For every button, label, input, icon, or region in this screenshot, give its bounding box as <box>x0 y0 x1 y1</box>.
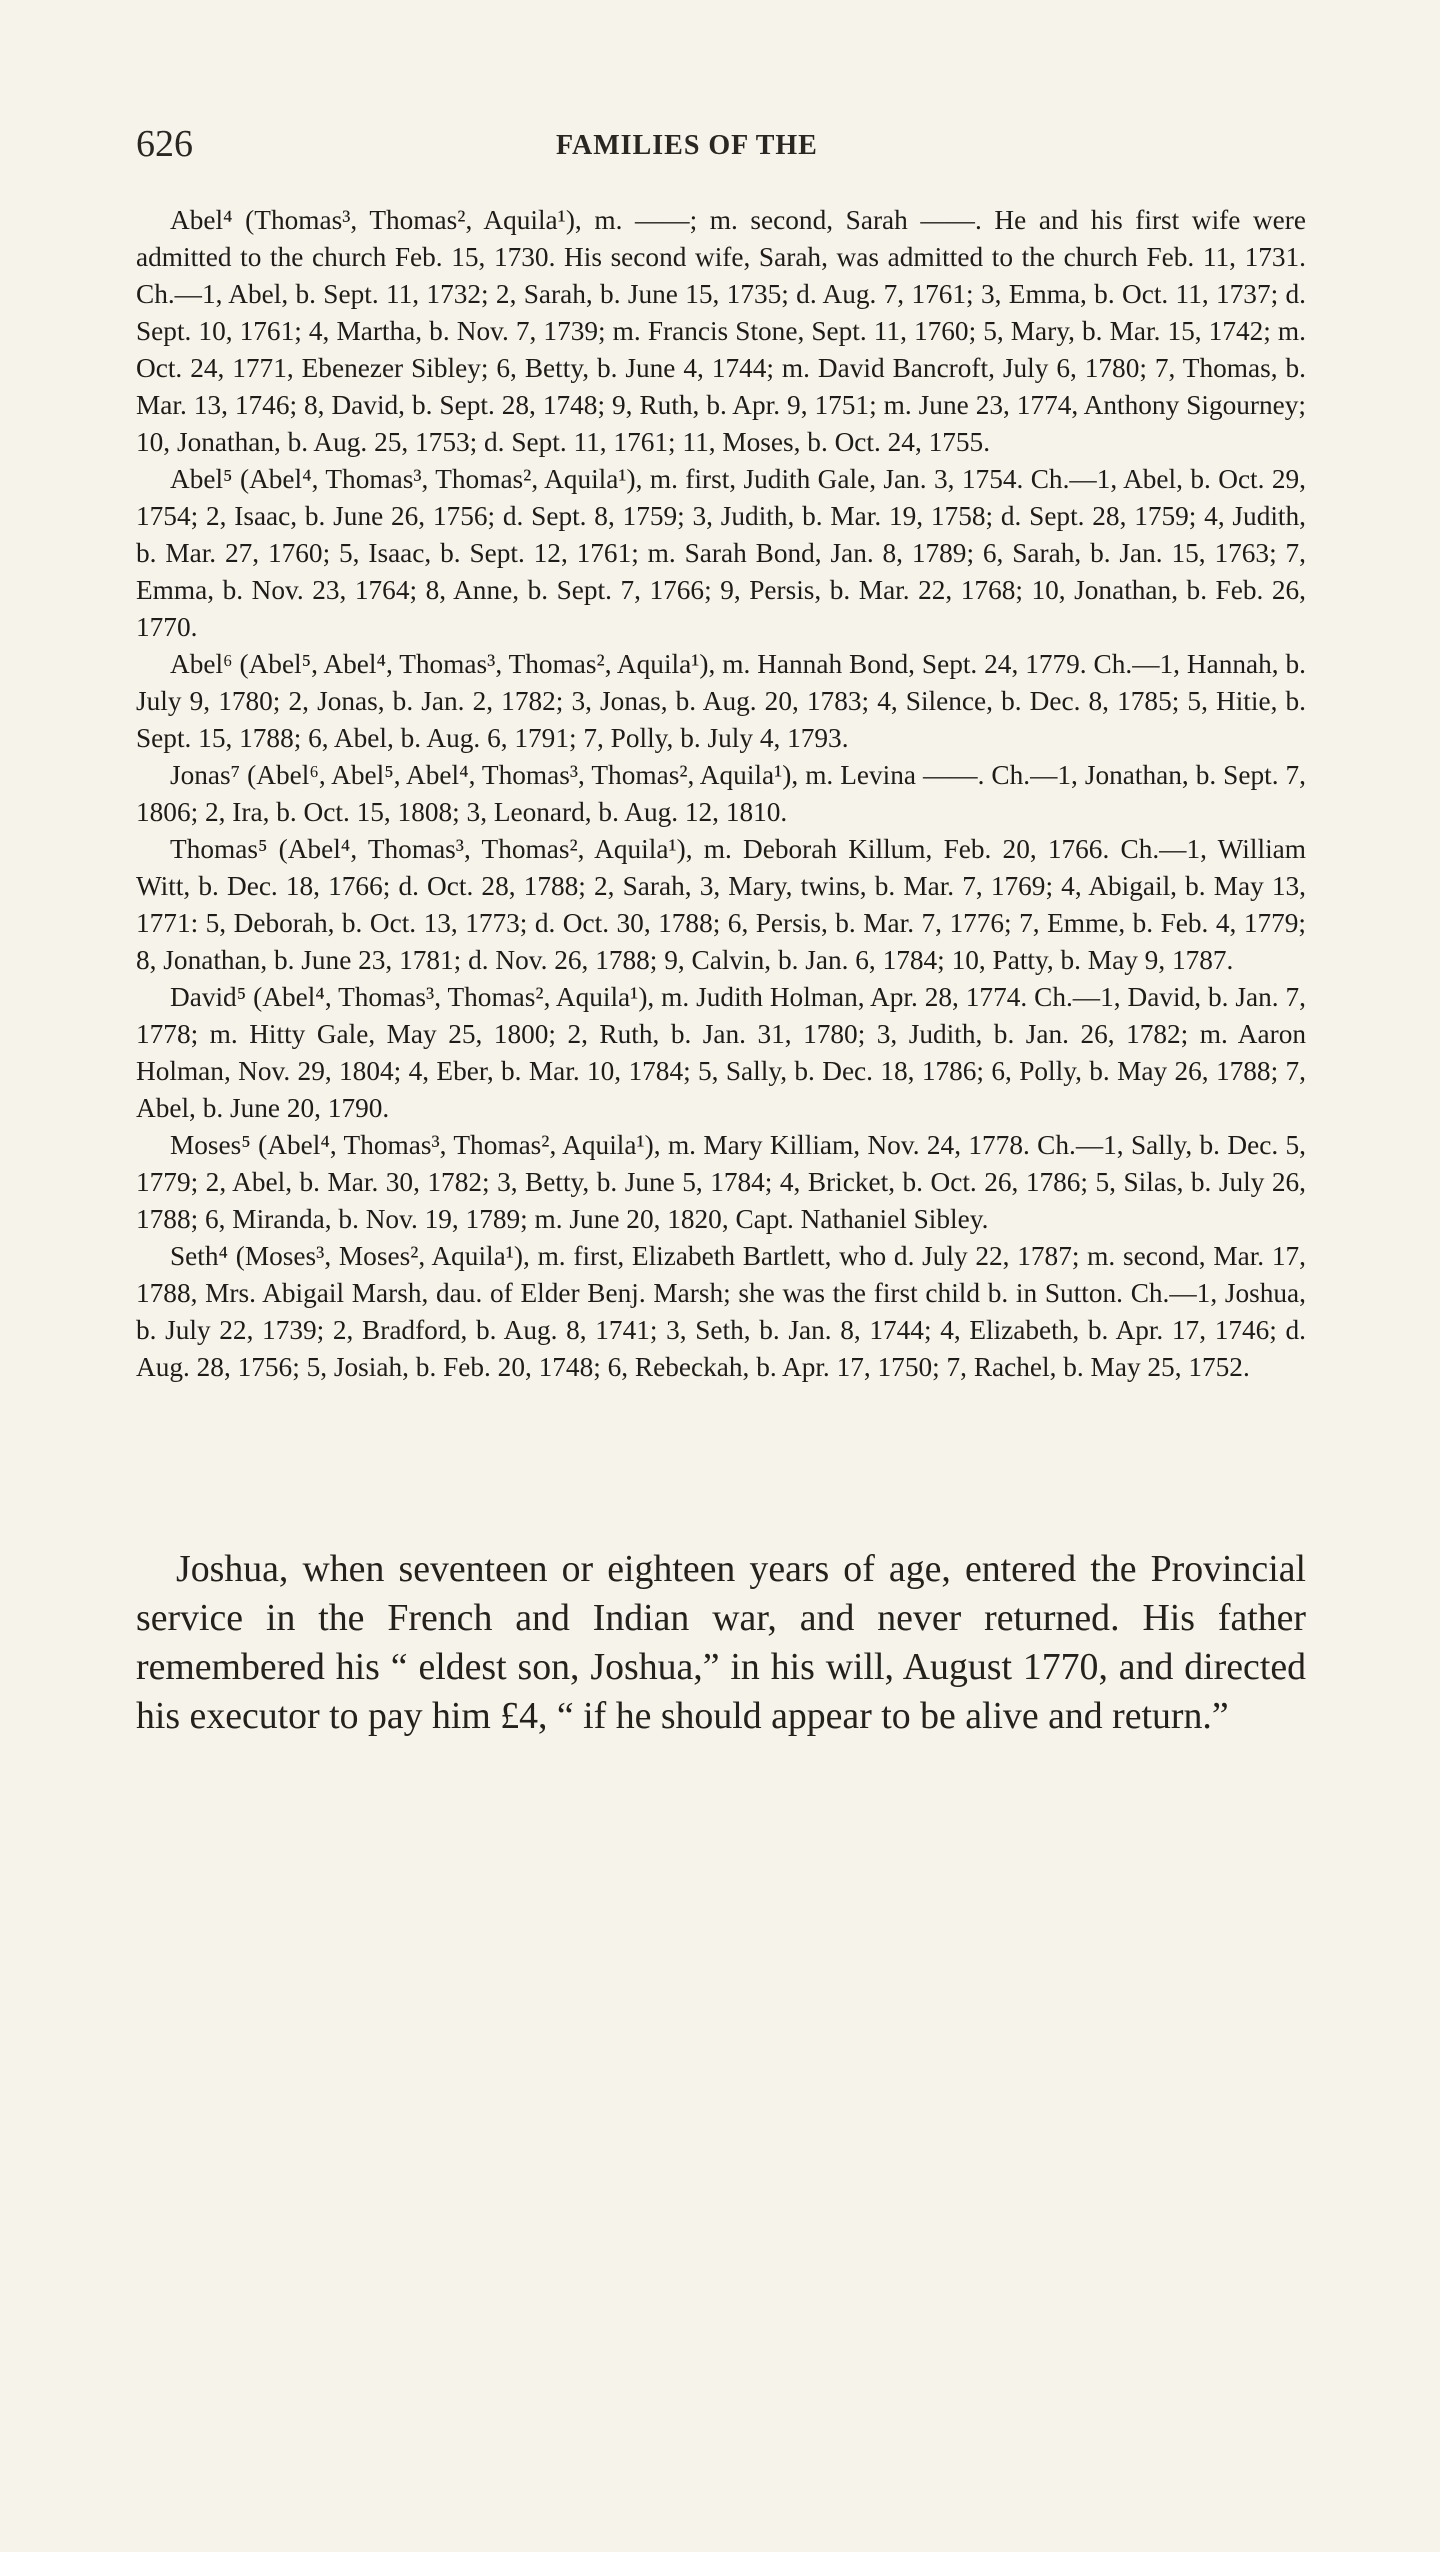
remark-paragraph: Joshua, when seventeen or eighteen years of age, entered the Provincial service in the French and Indian war, and never returned. His father remembered his “ eldest son, Joshua,” in his will, August 1770, and directed his executor to pay him £4, “ if he should appear to be alive and return.” <box>136 1548 1306 1737</box>
genealogy-entry-abel5: Abel⁵ (Abel⁴, Thomas³, Thomas², Aquila¹), m. first, Judith Gale, Jan. 3, 1754. Ch.—1, Abel, b. Oct. 29, 1754; 2, Isaac, b. June 26, 1756; d. Sept. 8, 1759; 3, Judith, b. Mar. 19, 1758; d. Sept. 28, 1759; 4, Judith, b. Mar. 27, 1760; 5, Isaac, b. Sept. 12, 1761; m. Sarah Bond, Jan. 8, 1789; 6, Sarah, b. Jan. 15, 1763; 7, Emma, b. Nov. 23, 1764; 8, Anne, b. Sept. 7, 1766; 9, Persis, b. Mar. 22, 1768; 10, Jonathan, b. Feb. 26, 1770. <box>136 464 1306 642</box>
page-number: 626 <box>136 123 193 165</box>
genealogy-entry-moses5: Moses⁵ (Abel⁴, Thomas³, Thomas², Aquila¹), m. Mary Killiam, Nov. 24, 1778. Ch.—1, Sally, b. Dec. 5, 1779; 2, Abel, b. Mar. 30, 1782; 3, Betty, b. June 5, 1784; 4, Bricket, b. Oct. 26, 1786; 5, Silas, b. July 26, 1788; 6, Miranda, b. Nov. 19, 1789; m. June 20, 1820, Capt. Nathaniel Sibley. <box>136 1130 1306 1234</box>
genealogy-entry-abel4: Abel⁴ (Thomas³, Thomas², Aquila¹), m. ——; m. second, Sarah ——. He and his first wife were admitted to the church Feb. 15, 1730. His second wife, Sarah, was admitted to the church Feb. 11, 1731. Ch.—1, Abel, b. Sept. 11, 1732; 2, Sarah, b. June 15, 1735; d. Aug. 7, 1761; 3, Emma, b. Oct. 11, 1737; d. Sept. 10, 1761; 4, Martha, b. Nov. 7, 1739; m. Francis Stone, Sept. 11, 1760; 5, Mary, b. Mar. 15, 1742; m. Oct. 24, 1771, Ebenezer Sibley; 6, Betty, b. June 4, 1744; m. David Bancroft, July 6, 1780; 7, Thomas, b. Mar. 13, 1746; 8, David, b. Sept. 28, 1748; 9, Ruth, b. Apr. 9, 1751; m. June 23, 1774, Anthony Sigourney; 10, Jonathan, b. Aug. 25, 1753; d. Sept. 11, 1761; 11, Moses, b. Oct. 24, 1755. <box>136 205 1306 457</box>
genealogy-entry-david5: David⁵ (Abel⁴, Thomas³, Thomas², Aquila¹), m. Judith Holman, Apr. 28, 1774. Ch.—1, David, b. Jan. 7, 1778; m. Hitty Gale, May 25, 1800; 2, Ruth, b. Jan. 31, 1780; 3, Judith, b. Jan. 26, 1782; m. Aaron Holman, Nov. 29, 1804; 4, Eber, b. Mar. 10, 1784; 5, Sally, b. Dec. 18, 1786; 6, Polly, b. May 26, 1788; 7, Abel, b. June 20, 1790. <box>136 982 1306 1123</box>
genealogy-entry-jonas7: Jonas⁷ (Abel⁶, Abel⁵, Abel⁴, Thomas³, Thomas², Aquila¹), m. Levina ——. Ch.—1, Jonathan, b. Sept. 7, 1806; 2, Ira, b. Oct. 15, 1808; 3, Leonard, b. Aug. 12, 1810. <box>136 760 1306 827</box>
genealogy-entry-seth4: Seth⁴ (Moses³, Moses², Aquila¹), m. first, Elizabeth Bartlett, who d. July 22, 1787; m. second, Mar. 17, 1788, Mrs. Abigail Marsh, dau. of Elder Benj. Marsh; she was the first child b. in Sutton. Ch.—1, Joshua, b. July 22, 1739; 2, Bradford, b. Aug. 8, 1741; 3, Seth, b. Jan. 8, 1744; 4, Elizabeth, b. Apr. 17, 1746; d. Aug. 28, 1756; 5, Josiah, b. Feb. 20, 1748; 6, Rebeckah, b. Apr. 17, 1750; 7, Rachel, b. May 25, 1752. <box>136 1241 1306 1382</box>
genealogy-entry-thomas5: Thomas⁵ (Abel⁴, Thomas³, Thomas², Aquila¹), m. Deborah Killum, Feb. 20, 1766. Ch.—1, William Witt, b. Dec. 18, 1766; d. Oct. 28, 1788; 2, Sarah, 3, Mary, twins, b. Mar. 7, 1769; 4, Abigail, b. May 13, 1771: 5, Deborah, b. Oct. 13, 1773; d. Oct. 30, 1788; 6, Persis, b. Mar. 7, 1776; 7, Emme, b. Feb. 4, 1779; 8, Jonathan, b. June 23, 1781; d. Nov. 26, 1788; 9, Calvin, b. Jan. 6, 1784; 10, Patty, b. May 9, 1787. <box>136 834 1306 975</box>
genealogy-entry-abel6: Abel⁶ (Abel⁵, Abel⁴, Thomas³, Thomas², Aquila¹), m. Hannah Bond, Sept. 24, 1779. Ch.—1, Hannah, b. July 9, 1780; 2, Jonas, b. Jan. 2, 1782; 3, Jonas, b. Aug. 20, 1783; 4, Silence, b. Dec. 8, 1785; 5, Hitie, b. Sept. 15, 1788; 6, Abel, b. Aug. 6, 1791; 7, Polly, b. July 4, 1793. <box>136 649 1306 753</box>
page-header <box>136 122 1306 172</box>
running-title: FAMILIES OF THE <box>556 130 818 161</box>
genealogy-entries <box>136 202 1306 1386</box>
narrative-remark <box>136 1545 1306 1741</box>
